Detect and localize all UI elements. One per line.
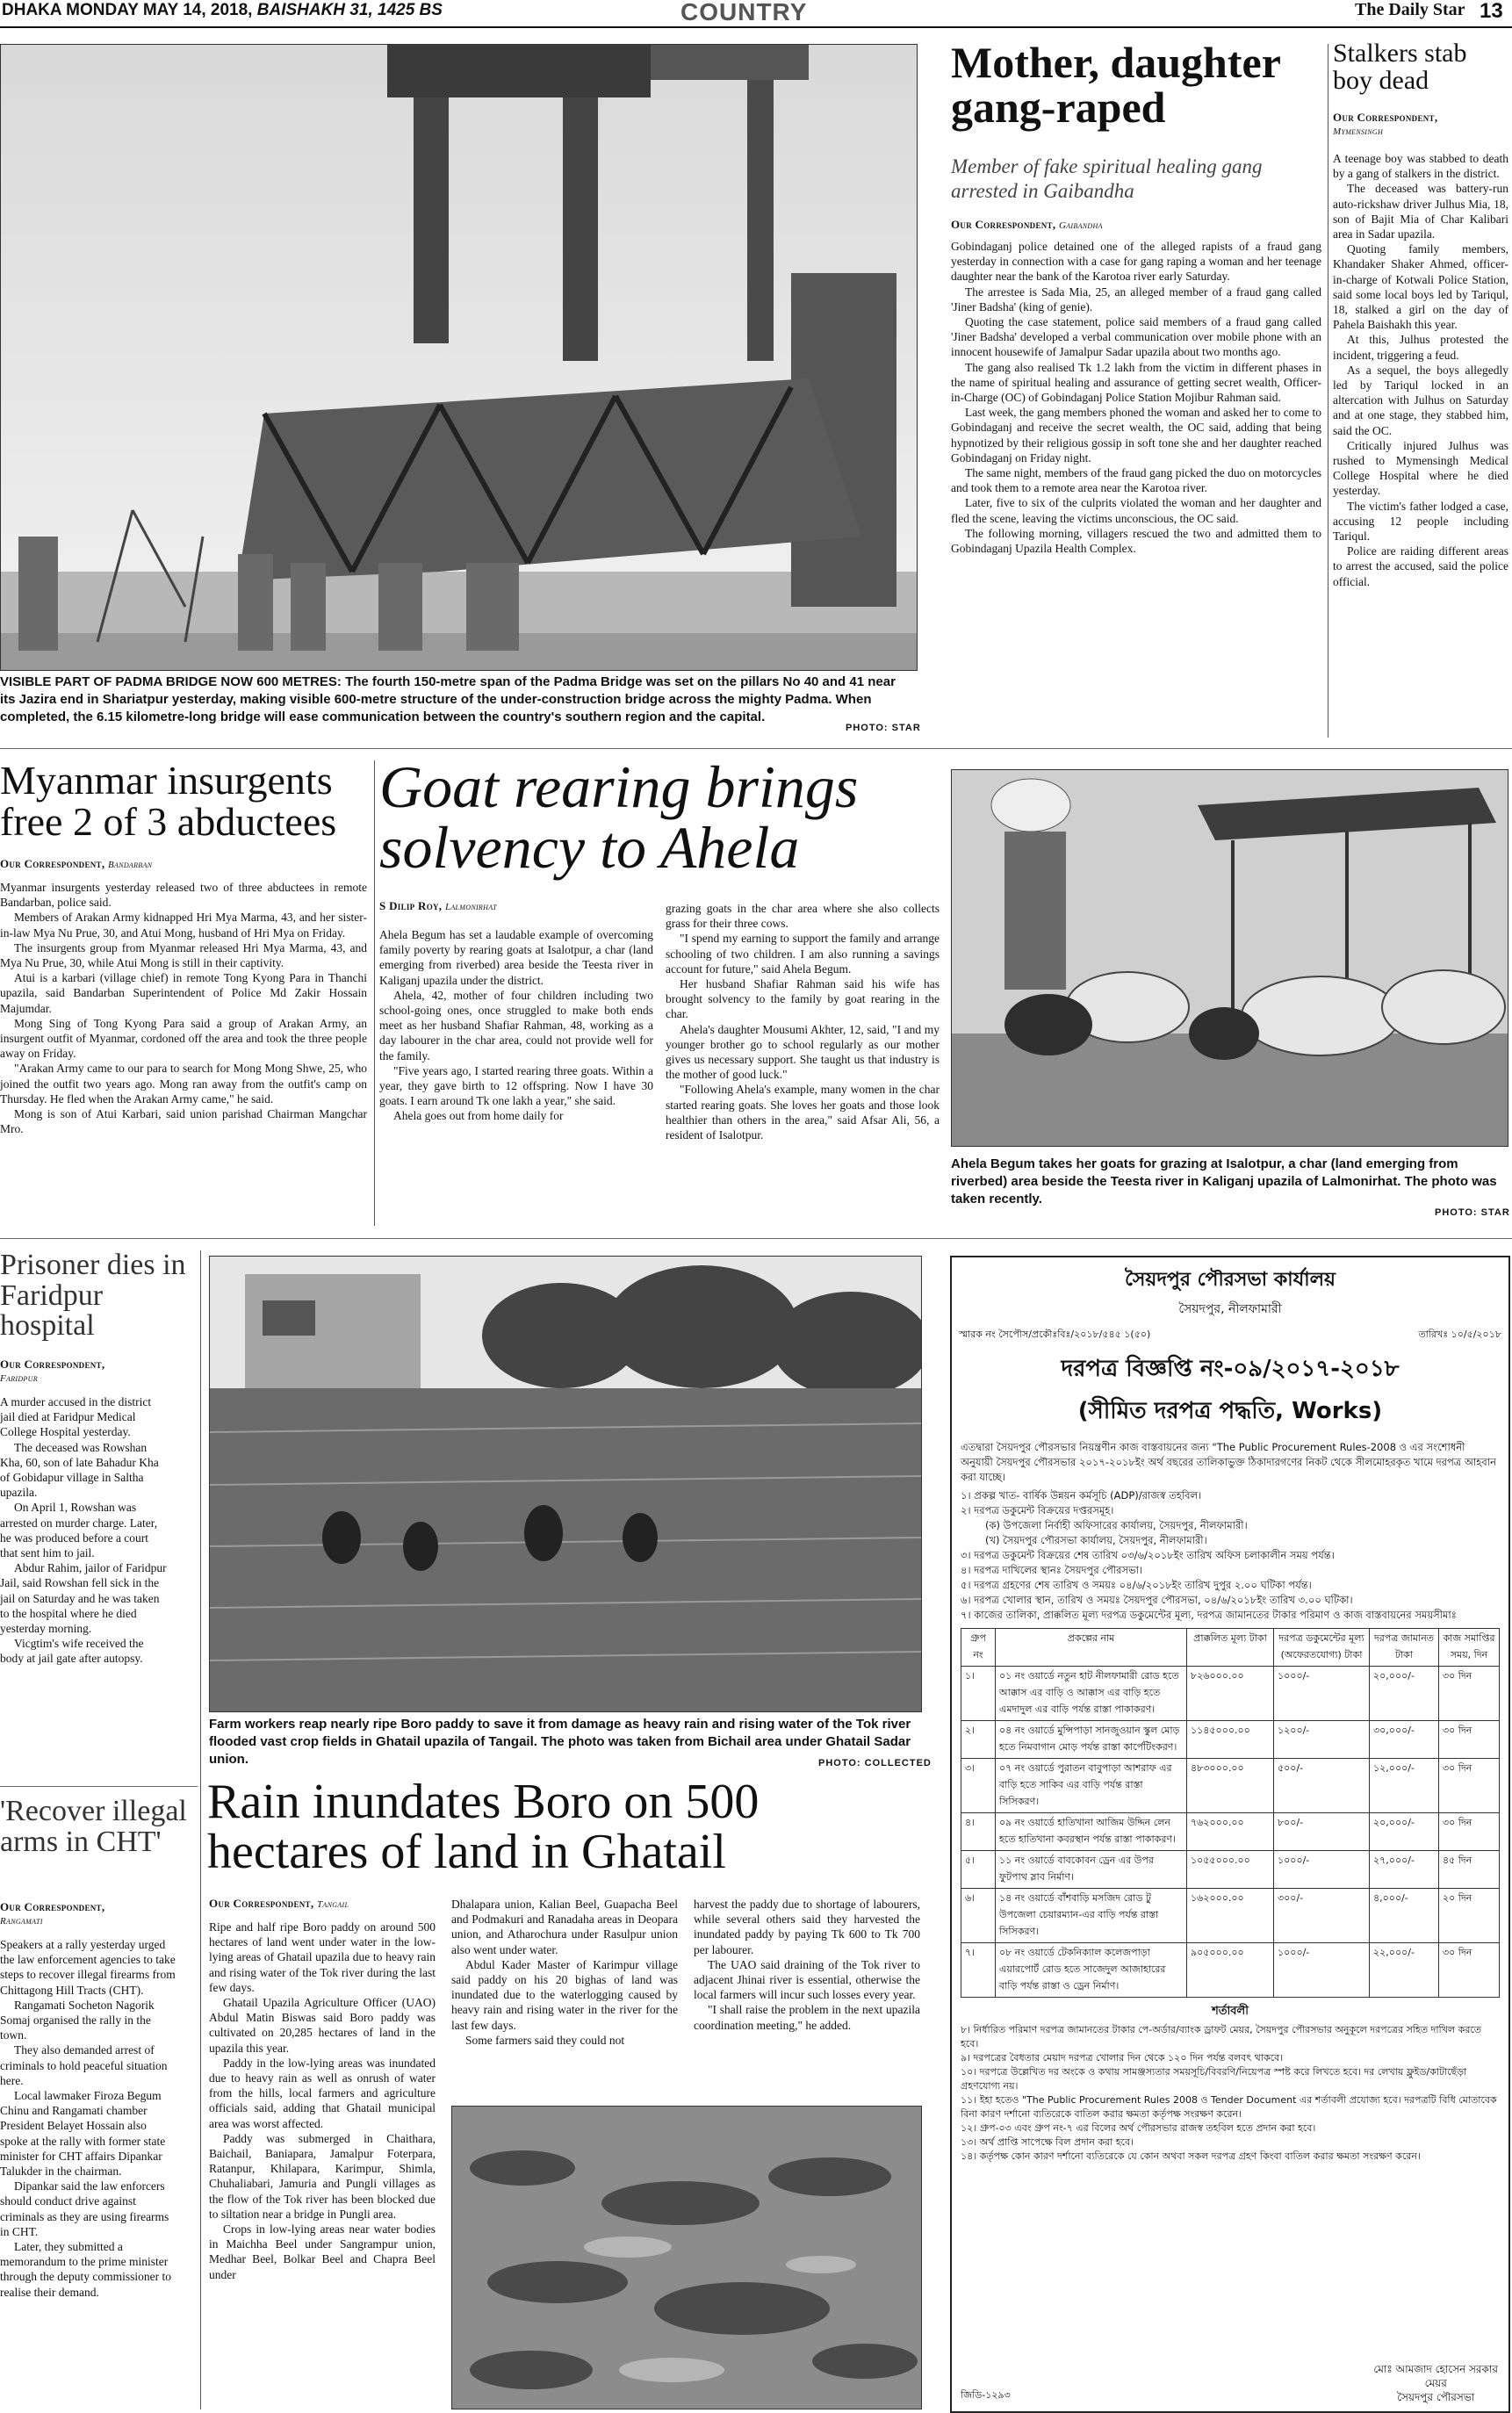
stalkers-paragraph: At this, Julhus protested the incident, triggering a feud.: [1333, 333, 1508, 362]
ad-condition: ১১। ইহা হতেও "The Public Procurement Rules 2008 ও Tender Document এর শর্তাবলী প্রযোজ্য হবে। দরপত্রটি বিধি মোতাবেক বিনা কারণ দর্শানো ব্যতিরেকে বাতিল করার ক্ষমতা কর্তৃপক্ষ সংরক্ষণ করেন।: [961, 2094, 1497, 2120]
ad-cell: ২০,০০০/-: [1370, 1813, 1439, 1851]
ad-table-header: প্রকল্পের নাম: [996, 1629, 1187, 1667]
ad-item: ৫। দরপত্র গ্রহণের শেষ তারিখ ও সময়ঃ ০৪/৬/২০১৮ইং তারিখ দুপুর ২.০০ ঘটিকা পর্যন্ত।: [961, 1579, 1312, 1591]
stalkers-byline-location: Mymensingh: [1333, 126, 1384, 137]
recover-paragraph: Rangamati Socheton Nagorik Somaj organised the rally in the town.: [0, 1998, 155, 2042]
myanmar-paragraph: Mong Sing of Tong Kyong Para said a group of Arakan Army, an insurgent outfit of Myanmar, cordoned off the area and took the three people away on Friday.: [0, 1016, 367, 1061]
ad-title: দরপত্র বিজ্ঞপ্তি নং-০৯/২০১৭-২০১৮: [1061, 1356, 1400, 1382]
myanmar-paragraph: "Arakan Army came to our para to search for Mong Mong Shwe, 25, who joined the outfit two years ago. Mong ran away from the outfit's camp on Thursday. He fled when the Arakan Army came," he said.: [0, 1062, 367, 1106]
ad-date: তারিখঃ ১০/৫/২০১৮: [1418, 1329, 1501, 1340]
mother-paragraph: Last week, the gang members phoned the woman and asked her to come to Gobindaganj and receive the secret wealth, the OC said, adding that being hypnotized by their religious gossip in soft tone she and her daughter reached Gobindaganj on Friday night.: [951, 406, 1321, 465]
boro-paragraph: Paddy was submerged in Chaithara, Baichail, Baniapara, Jamalpur Foterpara, Ratanpur, Khilapara, Karimpur, Shimla, Chuhaliabari, Jamuria and Pungli villages as the flow of the Tok river has been blocked due to siltation near a bridge in Pungli area.: [209, 2131, 436, 2221]
mother-paragraph: Gobindaganj police detained one of the alleged rapists of a fraud gang yesterday in connection with a case for gang raping a woman and her teenage daughter near the bank of the Karotoa river early Saturday.: [951, 240, 1321, 284]
prisoner-byline-location: Faridpur: [0, 1373, 38, 1384]
boro-paragraph: harvest the paddy due to shortage of labourers, while several others said they harvested the inundated paddy by paying Tk 600 to Tk 700 per labourer.: [694, 1898, 920, 1956]
ad-cell: ১০০০/-: [1274, 1943, 1370, 1998]
recover-paragraph: They also demanded arrest of criminals to hold peaceful situation here.: [0, 2043, 168, 2087]
mother-paragraph: The following morning, villagers rescued the two and admitted them to Gobindaganj Upazila Health Complex.: [951, 526, 1321, 556]
prisoner-byline: [0, 1358, 198, 1386]
dateline-text: DHAKA MONDAY MAY 14, 2018,: [2, 1, 253, 19]
prisoner-body: [0, 1394, 167, 1776]
stalkers-byline-name: Our Correspondent,: [1333, 111, 1438, 124]
ad-table-header: গ্রুপ নং: [961, 1629, 996, 1667]
stalkers-headline: Stalkers stab boy dead: [1333, 39, 1467, 95]
dateline-bangla-date: BAISHAKH 31, 1425 BS: [256, 1, 443, 19]
boro-headline: Rain inundates Boro on 500 hectares of land in Ghatail: [207, 1775, 760, 1880]
ad-subtitle: (সীমিত দরপত্র পদ্ধতি, Works): [1077, 1398, 1383, 1424]
recover-paragraph: Speakers at a rally yesterday urged the law enforcement agencies to take steps to recover illegal firearms from Chittagong Hill Tracts (CHT).: [0, 1938, 176, 1997]
boro-byline-name: Our Correspondent,: [209, 1897, 314, 1910]
myanmar-paragraph: Members of Arakan Army kidnapped Hri Mya Marma, 43, and her sister-in-law Mya Nu Prue, 30, and Atui Mong, husband of Hri Mya on Friday.: [0, 911, 367, 940]
boro-paragraph: Ripe and half ripe Boro paddy on around 500 hectares of land went under water in the low-lying areas of Ghatail upazila due to heavy rain and rising water of the Tok river during the last few days.: [209, 1920, 436, 1994]
ad-table-row: [961, 1889, 1500, 1943]
recover-byline-location: Rangamati: [0, 1916, 43, 1927]
ad-table-wrap: [961, 1628, 1500, 1998]
ad-cell: ১১৪৫০০০.০০: [1187, 1721, 1274, 1759]
ad-cell: ১৪ নং ওয়ার্ডে বাঁশবাড়ি মসজিদ রোড টু উপজেলা চেয়ারম্যান-এর বাড়ি পর্যন্ত রাস্তা সিসিকরণ।: [996, 1889, 1187, 1943]
recover-headline: 'Recover illegal arms in CHT': [0, 1795, 187, 1858]
boro-byline: [209, 1897, 349, 1911]
ad-cell: ১২০০/-: [1274, 1721, 1370, 1759]
ad-gd-code: জিডি-১২৯৩: [961, 2389, 1011, 2401]
stalkers-paragraph: As a sequel, the boys allegedly led by Tariqul locked in an altercation with Julhus on Saturday and at one stage, they stabbed him, said the OC.: [1333, 363, 1508, 437]
ad-cell: ১০০০/-: [1274, 1851, 1370, 1889]
boro-byline-location: Tangail: [316, 1899, 349, 1910]
ad-condition: ৯। দরপত্রের বৈধতার মেয়াদ দরপত্র খোলার দিন থেকে ১২০ দিন পর্যন্ত বলবৎ থাকবে।: [961, 2052, 1284, 2064]
prisoner-paragraph: Abdur Rahim, jailor of Faridpur Jail, said Rowshan fell sick in the jail on Saturday and he was taken to the hospital where he died yesterday morning.: [0, 1561, 167, 1636]
goat-paragraph: "Following Ahela's example, many women in the char started rearing goats. She loves her goats and those look healthier than others in the area," said Afsar Ali, 56, a resident of Isalotpur.: [666, 1083, 940, 1142]
goat-paragraph: grazing goats in the char area where she also collects grass for their three cows.: [666, 902, 940, 931]
ad-cell: ৩০ দিন: [1439, 1667, 1500, 1721]
ad-cell: ৪,০০০/-: [1370, 1889, 1439, 1943]
ad-cell: ১।: [961, 1667, 996, 1721]
goat-byline: [379, 899, 497, 913]
goat-photo: [951, 769, 1508, 1147]
ad-table-header-row: [961, 1629, 1500, 1667]
padma-bridge-photo: [0, 44, 918, 671]
goat-paragraph: Ahela, 42, mother of four children including two school-going ones, once struggled to make both ends meet as her husband Shafiar Rahman, 48, working as a day labourer in the char area, could not provide well for the family.: [379, 988, 653, 1062]
myanmar-paragraph: The insurgents group from Myanmar released Hri Mya Marma, 43, and Mya Nu Prue, 30, while Atui Mong is still in their captivity.: [0, 940, 367, 970]
ad-item: (খ) সৈয়দপুর পৌরসভা কার্যালয়, সৈয়দপুর, নীলফামারী।: [985, 1534, 1207, 1546]
ad-item: ২। দরপত্র ডকুমেন্ট বিক্রয়ের দপ্তরসমূহ।: [961, 1504, 1114, 1516]
ad-cell: ১২,০০০/-: [1370, 1759, 1439, 1813]
ad-cell: ১৬২০০০.০০: [1187, 1889, 1274, 1943]
mother-paragraph: The arrestee is Sada Mia, 25, an alleged member of a fraud gang called 'Jiner Badsha' (king of genie).: [951, 285, 1321, 313]
section-divider: [0, 1238, 1512, 1239]
goat-paragraph: Her husband Shafiar Rahman said his wife has brought solvency to the family by goat rearing in the char.: [666, 977, 940, 1021]
ad-table-row: [961, 1759, 1500, 1813]
prisoner-paragraph: A murder accused in the district jail died at Faridpur Medical College Hospital yesterday.: [0, 1395, 152, 1439]
ad-item: ৩। দরপত্র ডকুমেন্ট বিক্রয়ের শেষ তারিখ ০৩/৬/২০১৮ইং তারিখ অফিস চলাকালীন সময় পর্যন্ত।: [961, 1549, 1335, 1561]
ad-table-header: দরপত্র ডকুমেন্টের মূল্য (অফেরতযোগ্য) টাকা: [1274, 1629, 1370, 1667]
boro-paragraph: "I shall raise the problem in the next upazila coordination meeting," he added.: [694, 2003, 920, 2032]
ad-table-header: কাজ সমাপ্তির সময়, দিন: [1439, 1629, 1500, 1667]
stalkers-paragraph: Critically injured Julhus was rushed to Mymensingh Medical College Hospital where he died yesterday.: [1333, 438, 1508, 498]
padma-photo-credit: PHOTO: STAR: [846, 723, 921, 733]
ad-cell: ৩০ দিন: [1439, 1813, 1500, 1851]
story-divider: [0, 1786, 198, 1787]
ad-conditions: [961, 2023, 1500, 2164]
prisoner-paragraph: The deceased was Rowshan Kha, 60, son of late Bahadur Kha of Gobidapur village in Saltha upazila.: [0, 1440, 159, 1500]
ad-items: [961, 1488, 1500, 1623]
myanmar-paragraph: Myanmar insurgents yesterday released two of three abductees in remote Bandarban, police said.: [0, 881, 367, 910]
stalkers-body: [1333, 151, 1508, 738]
ad-cell: ০৯ নং ওয়ার্ডে হাতিখানা আজিম উদ্দিন লেন হতে হাতিখানা কবরস্থান পর্যন্ত রাস্তা পাকাকরণ।: [996, 1813, 1187, 1851]
ad-cell: ৭।: [961, 1943, 996, 1998]
ad-cell: ২০ দিন: [1439, 1889, 1500, 1943]
ad-item: ৭। কাজের তালিকা, প্রাক্কলিত মূল্য দরপত্র ডকুমেন্টের মূল্য, দরপত্র জামানতের টাকার পরিমাণ ও কাজ বাস্তবায়নের সময়সীমাঃ: [961, 1609, 1457, 1621]
page-number: 13: [1480, 0, 1503, 23]
boro-paragraph: Dhalapara union, Kalian Beel, Guapacha Beel and Podmakuri and Ranadaha areas in Deopara union, and Atharochura under Rasulpur union also went under water.: [451, 1898, 678, 1956]
myanmar-headline: Myanmar insurgents free 2 of 3 abductees: [0, 758, 337, 844]
flooded-field-photo: [451, 2106, 922, 2409]
ad-cell: ৯০৫০০০.০০: [1187, 1943, 1274, 1998]
boro-paragraph: Ghatail Upazila Agriculture Officer (UAO) Abdul Matin Biswas said Boro paddy was cultivated on 20,285 hectares of land in the upazila this year.: [209, 1996, 436, 2055]
paper-logo: The Daily Star: [1355, 0, 1465, 19]
boro-field-photo: [209, 1256, 922, 1712]
masthead-rule: [0, 26, 1512, 28]
ad-table-row: [961, 1721, 1500, 1759]
mother-paragraph: Later, five to six of the culprits violated the woman and her daughter and fled the scene, leaving the victims unconscious, the OC said.: [951, 496, 1321, 525]
goat-paragraph: "Five years ago, I started rearing three goats. Within a year, they gave birth to 12 offspring. Now I have 30 goats. I earn around Tk one lakh a year," she said.: [379, 1063, 653, 1108]
ad-item: ৬। দরপত্র খোলার স্থান, তারিখ ও সময়ঃ সৈয়দপুর পৌরসভা, ০৪/৬/২০১৮ইং তারিখ ৩.০০ ঘটিকা।: [961, 1594, 1353, 1606]
stalkers-paragraph: A teenage boy was stabbed to death by a gang of stalkers in the district.: [1333, 152, 1508, 181]
recover-byline: [0, 1900, 198, 1928]
ad-cell: ৩০০/-: [1274, 1889, 1370, 1943]
ad-cell: ২২,০০০/-: [1370, 1943, 1439, 1998]
recover-paragraph: Local lawmaker Firoza Begum Chinu and Rangamati chamber President Belayet Hossain also spoke at the rally with former state minister for CHT affairs Dipankar Talukder in the chairman.: [0, 2089, 166, 2179]
stalkers-paragraph: Police are raiding different areas to arrest the accused, said the police official.: [1333, 544, 1508, 588]
goat-byline-location: Lalmonirhat: [444, 902, 497, 912]
ad-cell: ৩০ দিন: [1439, 1759, 1500, 1813]
goat-photo-credit: PHOTO: STAR: [1435, 1207, 1510, 1218]
ad-cell: ৩০ দিন: [1439, 1721, 1500, 1759]
ad-cell: ৪৮৩০০০.০০: [1187, 1759, 1274, 1813]
ad-address: সৈয়দপুর, নীলফামারী: [1178, 1302, 1282, 1316]
recover-byline-name: Our Correspondent,: [0, 1900, 105, 1913]
goat-headline: Goat rearing brings solvency to Ahela: [379, 753, 859, 882]
ad-cell: ৮০০/-: [1274, 1813, 1370, 1851]
ad-signer-name: মোঃ আমজাদ হোসেন সরকার: [1373, 2363, 1498, 2375]
stalkers-paragraph: The deceased was battery-run auto-rickshaw driver Julhus Mia, 18, son of Bajit Mia of Char Kalibari area in Sadar upazila.: [1333, 182, 1508, 241]
myanmar-paragraph: Atui is a karbari (village chief) in remote Tong Kyong Para in Thanchi upazila, said Bandarban Superintendent of Police Md Zakir Hossain Majumdar.: [0, 971, 367, 1015]
ad-cell: ২।: [961, 1721, 996, 1759]
ad-works-table: [961, 1628, 1500, 1998]
ad-item: ১। প্রকল্প খাত- বার্ষিক উন্নয়ন কর্মসূচি (ADP)/রাজস্ব তহবিল।: [961, 1489, 1202, 1502]
goat-paragraph: Ahela goes out from home daily for: [393, 1109, 564, 1123]
mother-paragraph: The gang also realised Tk 1.2 lakh from the victim in different phases in the name of spiritual healing and assurance of getting secret wealth, Officer-in-Charge (OC) of Gobindaganj Police Station Mojibur Rahman said.: [951, 360, 1321, 405]
column-rule: [374, 760, 375, 1226]
ad-cell: ৮২৬০০০.০০: [1187, 1667, 1274, 1721]
ad-cell: ২৭,০০০/-: [1370, 1851, 1439, 1889]
goat-paragraph: Ahela's daughter Mousumi Akhter, 12, said, "I and my younger brother go to school regularly as our mother gives us necessary support. She taught us that industry is the mother of good luck.": [666, 1022, 940, 1082]
mother-headline: Mother, daughter gang-raped: [951, 38, 1280, 132]
ad-cell: ৩০ দিন: [1439, 1943, 1500, 1998]
masthead-dateline: [2, 0, 443, 21]
ad-table-row: [961, 1667, 1500, 1721]
boro-paragraph: The UAO said draining of the Tok river to adjacent Jhinai river is essential, otherwise the local farmers will incur such losses every year.: [694, 1957, 920, 2002]
padma-caption: VISIBLE PART OF PADMA BRIDGE NOW 600 METRES: The fourth 150-metre span of the Padma Bridge was set on the pillars No 40 and 41 near its Jazira end in Shariatpur yesterday, making visible 600-metre structure of the under-construction bridge across the mighty Padma. When completed, the 6.15 kilometre-long bridge will ease communication between the country's southern region and the capital.: [0, 674, 896, 724]
ad-memo-row: [959, 1327, 1501, 1343]
section-title: COUNTRY: [680, 0, 808, 25]
mother-paragraph: The same night, members of the fraud gang picked the duo on motorcycles and took them to a remote area near the Karotoa river.: [951, 466, 1321, 495]
stalkers-paragraph: The victim's father lodged a case, accusing 12 people including Tariqul.: [1333, 499, 1508, 544]
mother-body: [951, 239, 1321, 735]
ad-table-row: [961, 1943, 1500, 1998]
ad-cell: ০৪ নং ওয়ার্ডে মুন্সিপাড়া সানজুওয়ান স্কুল মোড় হতে নিমবাগান মোড় পর্যন্ত রাস্তা কার্পেটিংকরণ।: [996, 1721, 1187, 1759]
prisoner-paragraph: Vicgtim's wife received the body at jail gate after autopsy.: [0, 1637, 144, 1666]
goat-paragraph: "I spend my earning to support the family and arrange schooling of two children. I am also running a savings account for future," said Ahela Begum.: [666, 932, 940, 976]
ad-cell: ০১ নং ওয়ার্ডে নতুন হাট নীলফামারী রোড হতে আক্কাস এর বাড়ি ও আক্কাস এর বাড়ি হতে এমদাদুল এর বাড়ি পর্যন্ত রাস্তা পাকাকরণ।: [996, 1667, 1187, 1721]
boro-paragraph: Some farmers said they could not: [465, 2033, 625, 2047]
ad-table-row: [961, 1813, 1500, 1851]
ad-cell: ৫।: [961, 1851, 996, 1889]
ad-cell: ৭৬২০০০.০০: [1187, 1813, 1274, 1851]
mother-paragraph: Quoting the case statement, police said members of a fraud gang called 'Jiner Badsha' developed a verbal communication over mobile phone with an innocent housewife of Jamalpur Sadar upazila about two months ago.: [951, 315, 1321, 359]
goat-body-col1: [379, 927, 653, 1226]
recover-body: [0, 1937, 176, 2409]
ad-cell: ৫০০/-: [1274, 1759, 1370, 1813]
ad-cell: ১০০০/-: [1274, 1667, 1370, 1721]
ad-condition: ১০। দরপত্রে উল্লেখিত দর অংকে ও কথায় সামঞ্জস্যতার সময়সূচি/বিবরণি/নিয়েপত্র স্পষ্ট করে লিখতে হবে। দর লেখায় ফ্লুইড/কাটাছেঁড়া গ্রহণযোগ্য নয়।: [961, 2066, 1467, 2092]
prisoner-paragraph: On April 1, Rowshan was arrested on murder charge. Later, he was produced before a court that sent him to jail.: [0, 1501, 158, 1560]
ad-condition: ১৪। কর্তৃপক্ষ কোন কারণ দর্শানো ব্যতিরেকে যে কোন অথবা সকল দরপত্র গ্রহণ কিংবা বাতিল করার ক্ষমতা সংরক্ষণ করেন।: [961, 2150, 1421, 2162]
boro-body-col1: [209, 1920, 436, 2409]
myanmar-byline: [0, 857, 152, 871]
ad-memo-number: স্মারক নং সৈপৌস/প্রকৌঃবিঃ/২০১৮/৫৪৫ ১(৫০): [959, 1329, 1151, 1340]
boro-paragraph: Crops in low-lying areas near water bodies in Maichha Beel under Sangrampur union, Medhar Beel, Bolkar Beel and Chapra Beel under: [209, 2222, 436, 2281]
ad-cell: ৬।: [961, 1889, 996, 1943]
ad-signer-office: সৈয়দপুর পৌরসভা: [1397, 2391, 1475, 2403]
myanmar-byline-location: Bandarban: [107, 860, 153, 870]
ad-signer-title: মেয়র: [1424, 2377, 1447, 2389]
ad-cell: ৪।: [961, 1813, 996, 1851]
boro-body-col3: [694, 1897, 920, 2093]
prisoner-headline: Prisoner dies in Faridpur hospital: [0, 1249, 186, 1343]
ad-intro: এতদ্বারা সৈয়দপুর পৌরসভার নিয়ন্ত্রণীন কাজ বাস্তবায়নের জন্য "The Public Procurement Rules-2008 ও এর সংশোধনী অনুযায়ী সৈয়দপুর পৌরসভার ২০১৭-২০১৮ইং অর্থ বছরের তালিকাভুক্ত ঠিকাদারগণের নিকট থেকে সীলমোহরকৃত খামে দরপত্র আহবান করা যাচ্ছে।: [961, 1441, 1496, 1483]
ad-condition: ১২। গ্রুপ-০৩ এবং গ্রুপ নং-৭ এর বিলের অর্থ পৌরসভার রাজস্ব তহবিল হতে প্রদান করা হবে।: [961, 2122, 1316, 2134]
ad-condition: ৮। নির্ধারিত পরিমাণ দরপত্র জামানতের টাকার পে-অর্ডার/ব্যাংক ড্রাফট মেয়র, সৈয়দপুর পৌরসভার অনুকূলে দরপত্রের সহিত দাখিল করতে হবে।: [961, 2024, 1482, 2049]
boro-body-col2: [451, 1897, 678, 2093]
tender-advertisement: [950, 1256, 1510, 2413]
mother-byline-location: Gaibandha: [1058, 220, 1103, 231]
boro-caption: Farm workers reap nearly ripe Boro paddy to save it from damage as heavy rain and rising water of the Tok river flooded vast crop fields in Ghatail upazila of Tangail. The photo was taken from Bichail area under Ghatail Sadar union.: [209, 1717, 911, 1767]
myanmar-paragraph: Mong is son of Atui Karbari, said union parishad Chairman Mangchar Mro.: [0, 1107, 367, 1136]
ad-conditions-title: শর্তাবলী: [1212, 2005, 1249, 2018]
goat-caption: Ahela Begum takes her goats for grazing at Isalotpur, a char (land emerging from riverbed) area beside the Teesta river in Kaliganj upazila of Lalmonirhat. The photo was taken recently.: [951, 1156, 1497, 1206]
ad-item: (ক) উপজেলা নির্বাহী অফিসারের কার্যালয়, সৈয়দপুর, নীলফামারী।: [985, 1519, 1248, 1531]
stalkers-byline: [1333, 111, 1508, 139]
ad-cell: ১১ নং ওয়ার্ডে বাবকোবন ড্রেন এর উপর ফুটপাথ স্লাব নির্মাণ।: [996, 1851, 1187, 1889]
ad-cell: ৪৫ দিন: [1439, 1851, 1500, 1889]
mother-byline-name: Our Correspondent,: [951, 218, 1056, 231]
prisoner-byline-name: Our Correspondent,: [0, 1358, 105, 1371]
boro-paragraph: Paddy in the low-lying areas was inundated due to heavy rain as well as onrush of water from the hills, local farmers and agriculture officials said, adding that Ghatail municipal area was worst affected.: [209, 2056, 436, 2130]
boro-photo-credit: PHOTO: COLLECTED: [818, 1758, 932, 1768]
boro-paragraph: Abdul Kader Master of Karimpur village said paddy on his 20 bighas of land was inundated due to the waterlogging caused by heavy rain and rising water in the river for the last few days.: [451, 1957, 678, 2032]
ad-condition: ১৩। অর্থ প্রাপ্তি সাপেক্ষে বিল প্রদান করা হবে।: [961, 2136, 1134, 2148]
myanmar-byline-name: Our Correspondent,: [0, 857, 105, 870]
ad-table-header: প্রাক্কলিত মূল্য টাকা: [1187, 1629, 1274, 1667]
section-divider: [0, 748, 1512, 749]
ad-item: ৪। দরপত্র দাখিলের স্থানঃ সৈয়দপুর পৌরসভা।: [961, 1564, 1143, 1576]
goat-byline-name: S Dilip Roy,: [379, 899, 443, 912]
ad-cell: ৩।: [961, 1759, 996, 1813]
myanmar-body: [0, 880, 367, 1224]
recover-paragraph: Dipankar said the law enforcers should conduct drive against criminals as they are using firearms in CHT.: [0, 2179, 169, 2238]
mother-byline: [951, 218, 1103, 232]
ad-cell: ২০,০০০/-: [1370, 1667, 1439, 1721]
ad-signature-block: [1373, 2362, 1498, 2404]
mother-subhead: Member of fake spiritual healing gang arrested in Gaibandha: [951, 155, 1263, 202]
ad-cell: ০৮ নং ওয়ার্ডে টেকনিক্যাল কলেজপাড়া এয়ারপোর্ট রোড হতে সাজেদুল আজাহারের বাড়ি পর্যন্ত রাস্তা ও ড্রেন নির্মাণ।: [996, 1943, 1187, 1998]
goat-paragraph: Ahela Begum has set a laudable example of overcoming family poverty by rearing goats at Isalotpur, a char (land emerging from riverbed) area beside the Teesta river in Kaliganj upazila under the district.: [379, 928, 653, 987]
recover-paragraph: Later, they submitted a memorandum to the prime minister through the deputy commissioner to realise their demand.: [0, 2240, 171, 2299]
stalkers-paragraph: Quoting family members, Khandaker Shaker Ahmed, officer-in-charge of Kotwali Police Station, said some local boys led by Tariqul, 18, stalked a girl on the day of Pahela Baishakh this year.: [1333, 242, 1508, 332]
ad-cell: ৩০,০০০/-: [1370, 1721, 1439, 1759]
ad-cell: ১০৫৫০০০.০০: [1187, 1851, 1274, 1889]
ad-cell: ০৭ নং ওয়ার্ডে পুরাতন বাবুপাড়া আশরাফ এর বাড়ি হতে সাকিব এর বাড়ি পর্যন্ত রাস্তা সিসিকরণ।: [996, 1759, 1187, 1813]
ad-office-name: সৈয়দপুর পৌরসভা কার্যালয়: [1124, 1269, 1336, 1291]
ad-table-header: দরপত্র জামানত টাকা: [1370, 1629, 1439, 1667]
column-rule: [200, 1250, 201, 2409]
goat-body-col2: [666, 901, 940, 1226]
ad-table-row: [961, 1851, 1500, 1889]
